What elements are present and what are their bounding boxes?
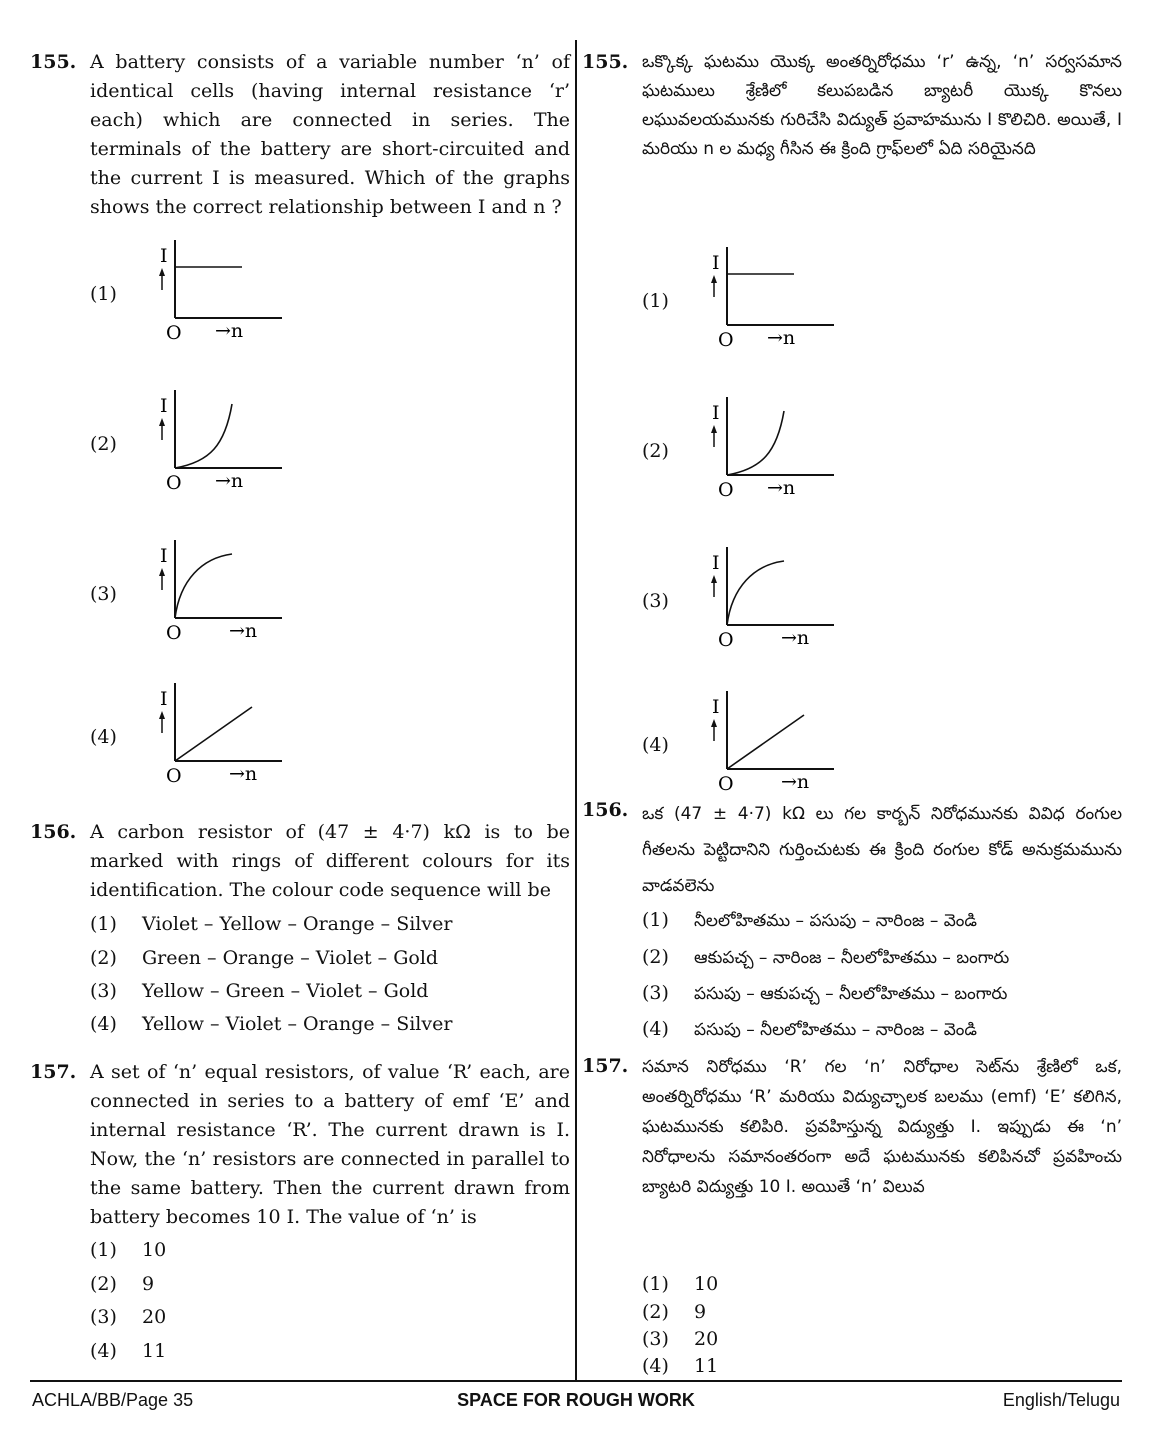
x-axis-label: →n: [215, 320, 244, 342]
option-4[interactable]: (4) Yellow – Violet – Orange – Silver: [90, 1013, 453, 1035]
option-2[interactable]: (2) Green – Orange – Violet – Gold: [90, 947, 439, 969]
option-2[interactable]: (2) 9: [642, 1301, 707, 1323]
option-1[interactable]: (1) నీలలోహితము – పసుపు – నారింజ – వెండి: [642, 909, 978, 931]
x-axis-label: →n: [781, 771, 810, 793]
y-axis-label: I: [160, 545, 168, 567]
origin-label: O: [166, 622, 182, 644]
footer-rule: [30, 1380, 1122, 1382]
footer-page-code: ACHLA/BB/Page 35: [32, 1390, 194, 1410]
question-text: ఒక (47 ± 4·7) kΩ లు గల కార్బన్ నిరోధమునకు వివిధ రంగుల గీతలను పెట్టిదానిని గుర్తించుటకు ఈ క్రింది రంగుల కోడ్ అనుక్రమమును వాడవలెను: [642, 804, 1122, 896]
question-number: 156.: [582, 799, 629, 821]
origin-label: O: [718, 773, 734, 795]
option-3[interactable]: (3) పసుపు – ఆకుపచ్చ – నీలలోహితము – బంగారు: [642, 982, 1008, 1004]
x-axis-label: →n: [767, 327, 796, 349]
question-text: A carbon resistor of (47 ± 4·7) kΩ is to be marked with rings of different colours for its identification. The colour code sequence will be: [90, 821, 570, 901]
question-text: A battery consists of a variable number ‘n’ of identical cells (having internal resistance ‘r’ each) which are connected in series. The terminals of the battery are short-circuited and the current I is measured. Which of the graphs shows the correct relationship between I and n ?: [90, 51, 570, 218]
question-155-en: [30, 48, 570, 222]
option-2[interactable]: (2) ఆకుపచ్చ – నారింజ – నీలలోహితము – బంగారు: [642, 946, 1010, 968]
y-axis-label: I: [712, 696, 720, 718]
question-156-te: [582, 796, 1122, 904]
graph-increasing-convex: [692, 397, 842, 507]
option-1[interactable]: (1) Violet – Yellow – Orange – Silver: [90, 913, 453, 935]
option-1[interactable]: (1) 10: [90, 1239, 167, 1261]
x-axis-label: →n: [215, 470, 244, 492]
footer-rough-work: SPACE FOR ROUGH WORK: [457, 1390, 695, 1410]
x-axis-label: →n: [229, 763, 258, 785]
option-4[interactable]: (4) 11: [642, 1355, 719, 1377]
option-number: (4): [90, 726, 117, 748]
graph-saturating: [140, 540, 290, 650]
question-text: A set of ‘n’ equal resistors, of value ‘R’ each, are connected in series to a battery of emf ‘E’ and internal resistance ‘R’. The current drawn is I. Now, the ‘n’ resistors are connected in parallel to the same battery. Then the current drawn from battery becomes 10 I. The value of ‘n’ is: [90, 1061, 570, 1228]
question-157-te: [582, 1052, 1122, 1202]
origin-label: O: [718, 329, 734, 351]
graph-constant: [692, 247, 842, 357]
y-axis-label: I: [712, 402, 720, 424]
y-axis-label: I: [160, 245, 168, 267]
x-axis-label: →n: [229, 620, 258, 642]
question-number: 155.: [582, 51, 629, 73]
question-number: 157.: [582, 1055, 629, 1077]
origin-label: O: [166, 472, 182, 494]
graph-increasing-convex: [140, 390, 290, 500]
x-axis-label: →n: [781, 627, 810, 649]
origin-label: O: [718, 629, 734, 651]
y-axis-label: I: [712, 252, 720, 274]
option-4[interactable]: (4) 11: [90, 1340, 167, 1362]
footer-language: English/Telugu: [1002, 1390, 1120, 1410]
origin-label: O: [718, 479, 734, 501]
y-axis-label: I: [160, 688, 168, 710]
option-3[interactable]: (3) 20: [642, 1328, 719, 1350]
graph-linear: [140, 683, 290, 793]
question-number: 156.: [30, 821, 77, 843]
y-axis-label: I: [160, 395, 168, 417]
y-axis-label: I: [712, 552, 720, 574]
option-number: (2): [90, 433, 117, 455]
option-1[interactable]: (1) 10: [642, 1273, 719, 1295]
column-divider: [575, 40, 577, 1380]
question-number: 157.: [30, 1061, 77, 1083]
graph-saturating: [692, 547, 842, 657]
option-number: (3): [90, 583, 117, 605]
graph-constant: [140, 240, 290, 350]
option-2[interactable]: (2) 9: [90, 1273, 155, 1295]
option-number: (2): [642, 440, 669, 462]
option-number: (1): [90, 283, 117, 305]
x-axis-label: →n: [767, 477, 796, 499]
origin-label: O: [166, 322, 182, 344]
question-text: ఒక్కొక్క ఘటము యొక్క అంతర్నిరోధము ‘r’ ఉన్న, ‘n’ సర్వసమాన ఘటములు శ్రేణిలో కలుపబడిన బ్యాటరీ యొక్క కొనలు లఘువలయమునకు గురిచేసి విద్యుత్ ప్రవాహమును I కొలిచిరి. అయితే, I మరియు n ల మధ్య గీసిన ఈ క్రింది గ్రాఫ్‌లలో ఏది సరియైనది: [642, 52, 1122, 159]
option-number: (1): [642, 290, 669, 312]
option-4[interactable]: (4) పసుపు – నీలలోహితము – నారింజ – వెండి: [642, 1018, 978, 1040]
option-number: (3): [642, 590, 669, 612]
origin-label: O: [166, 765, 182, 787]
question-156-en: [30, 818, 570, 905]
option-number: (4): [642, 734, 669, 756]
question-155-te: [582, 48, 1122, 164]
option-3[interactable]: (3) 20: [90, 1306, 167, 1328]
question-text: సమాన నిరోధము ‘R’ గల ‘n’ నిరోధాల సెట్‌ను శ్రేణిలో ఒక, అంతర్నిరోధము ‘R’ మరియు విద్యుచ్ఛాలక బలము (emf) ‘E’ కలిగిన, ఘటమునకు కలిపిరి. ప్రవహిస్తున్న విద్యుత్తు I. ఇప్పుడు ఈ ‘n’ నిరోధాలను సమానంతరంగా అదే ఘటమునకు కలిపినచో ప్రవహించు బ్యాటరి విద్యుత్తు 10 I. అయితే ‘n’ విలువ: [642, 1057, 1122, 1197]
question-number: 155.: [30, 51, 77, 73]
question-157-en: [30, 1058, 570, 1232]
option-3[interactable]: (3) Yellow – Green – Violet – Gold: [90, 980, 429, 1002]
graph-linear: [692, 691, 842, 801]
